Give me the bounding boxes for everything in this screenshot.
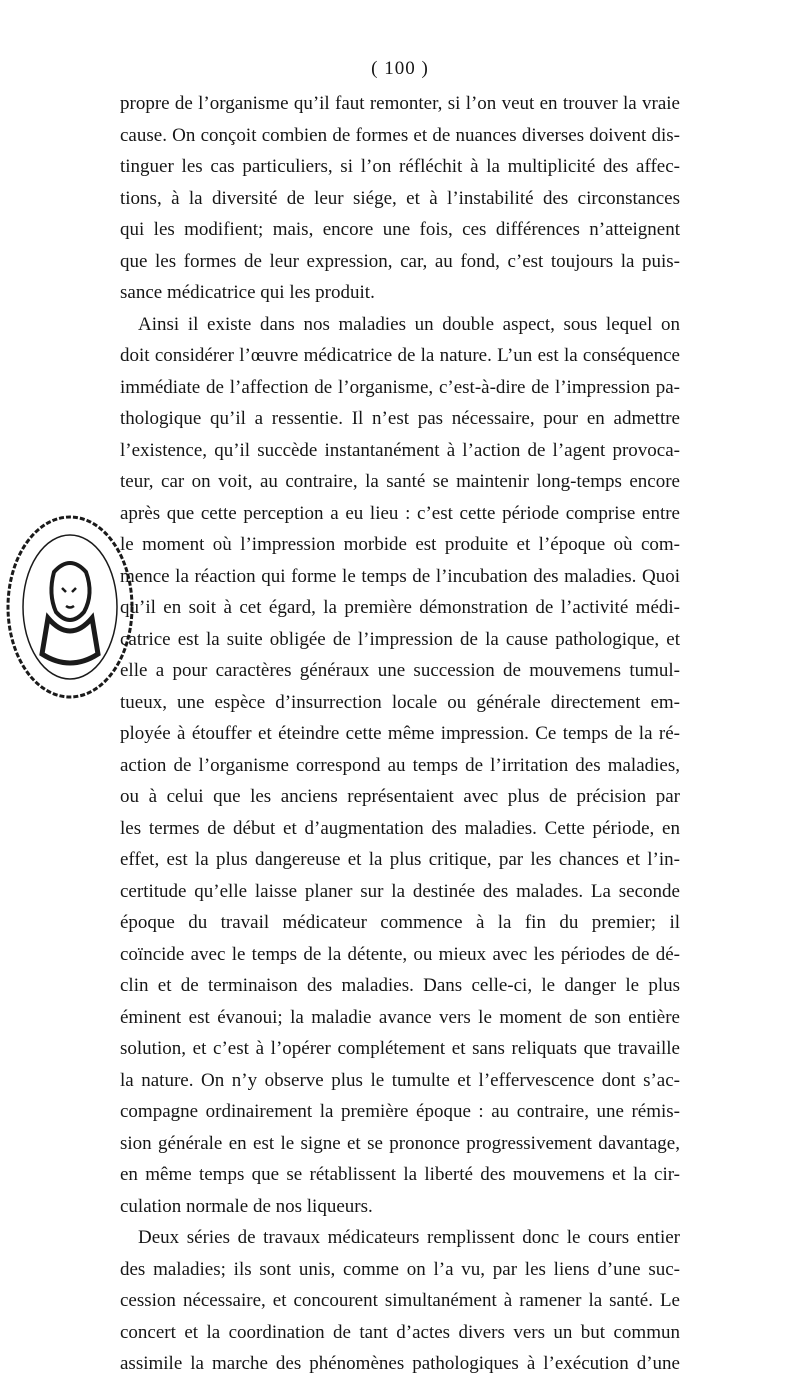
text-line: tions, à la diversité de leur siége, et à l’instabilité des circonstances: [120, 187, 680, 209]
text-line: clin et de terminaison des maladies. Dans celle-ci, le danger le plus: [120, 975, 680, 996]
text-line: doit considérer l’œuvre médicatrice de la nature. L’un est la conséquence: [120, 345, 680, 366]
text-line: certitude qu’elle laisse planer sur la destinée des malades. La seconde: [120, 880, 680, 902]
text-line: les termes de début et d’augmentation des maladies. Cette période, en: [120, 817, 680, 839]
page-number: ( 100 ): [371, 58, 429, 79]
text-line: action de l’organisme correspond au temps de l’irritation des maladies,: [120, 754, 680, 776]
text-line: tinguer les cas particuliers, si l’on réfléchit à la multiplicité des affec-: [120, 156, 680, 177]
text-line: que les formes de leur expression, car, au fond, c’est toujours la puis-: [120, 250, 680, 272]
text-line: tueux, une espèce d’insurrection locale ou générale directement em-: [120, 691, 680, 713]
text-line: compagne ordinairement la première époque : au contraire, une rémis-: [120, 1101, 680, 1122]
text-line: sance médicatrice qui les produit.: [120, 282, 375, 303]
text-line: elle a pour caractères généraux une succession de mouvemens tumul-: [120, 660, 680, 681]
text-line: Ainsi il existe dans nos maladies un double aspect, sous lequel on: [138, 313, 680, 335]
text-line: concert et la coordination de tant d’actes divers vers un but commun: [120, 1321, 680, 1343]
text-line: propre de l’organisme qu’il faut remonter, si l’on veut en trouver la vraie: [120, 93, 680, 114]
text-line: assimile la marche des phénomènes pathologiques à l’exécution d’une: [120, 1353, 680, 1374]
text-line: sion générale en est le signe et se prononce progressivement davantage,: [120, 1132, 680, 1154]
text-line: teur, car on voit, au contraire, la santé se maintenir long-temps encore: [120, 471, 680, 492]
text-line: ou à celui que les anciens représentaient avec plus de précision par: [120, 786, 680, 807]
text-line: cession nécessaire, et concourent simultanément à ramener la santé. Le: [120, 1290, 680, 1311]
text-line: en même temps que se rétablissent la liberté des mouvemens et la cir-: [120, 1164, 680, 1185]
text-line: mence la réaction qui forme le temps de l’incubation des maladies. Quoi: [120, 565, 680, 587]
text-line: l’existence, qu’il succède instantanément à l’action de l’agent provoca-: [120, 439, 680, 461]
text-line: le moment où l’impression morbide est produite et l’époque où com-: [120, 534, 680, 555]
text-line: qui les modifient; mais, encore une fois, ces différences n’atteignent: [120, 219, 680, 240]
text-line: Deux séries de travaux médicateurs remplissent donc le cours entier: [138, 1227, 680, 1248]
text-line: époque du travail médicateur commence à la fin du premier; il: [120, 912, 680, 933]
body-text: [120, 88, 680, 1380]
text-line: solution, et c’est à l’opérer complétement et sans reliquats que travaille: [120, 1038, 680, 1059]
text-line: effet, est la plus dangereuse et la plus critique, par les chances et l’in-: [120, 849, 680, 870]
text-line: culation normale de nos liqueurs.: [120, 1195, 373, 1217]
library-stamp: [2, 510, 137, 705]
text-line: après que cette perception a eu lieu : c’est cette période comprise entre: [120, 502, 680, 524]
text-line: la nature. On n’y observe plus le tumulte et l’effervescence dont s’ac-: [120, 1069, 680, 1091]
text-line: ployée à étouffer et éteindre cette même impression. Ce temps de la ré-: [120, 723, 680, 744]
text-line: cause. On conçoit combien de formes et de nuances diverses doivent dis-: [120, 124, 680, 146]
text-line: coïncide avec le temps de la détente, ou mieux avec les périodes de dé-: [120, 943, 680, 965]
text-line: des maladies; ils sont unis, comme on l’a vu, par les liens d’une suc-: [120, 1258, 680, 1280]
text-line: thologique qu’il a ressentie. Il n’est pas nécessaire, pour en admettre: [120, 408, 680, 429]
text-line: qu’il en soit à cet égard, la première démonstration de l’activité médi-: [120, 597, 680, 618]
text-line: immédiate de l’affection de l’organisme, c’est-à-dire de l’impression pa-: [120, 376, 680, 398]
text-line: éminent est évanoui; la maladie avance vers le moment de son entière: [120, 1006, 680, 1028]
text-line: catrice est la suite obligée de l’impression de la cause pathologique, et: [120, 628, 680, 650]
